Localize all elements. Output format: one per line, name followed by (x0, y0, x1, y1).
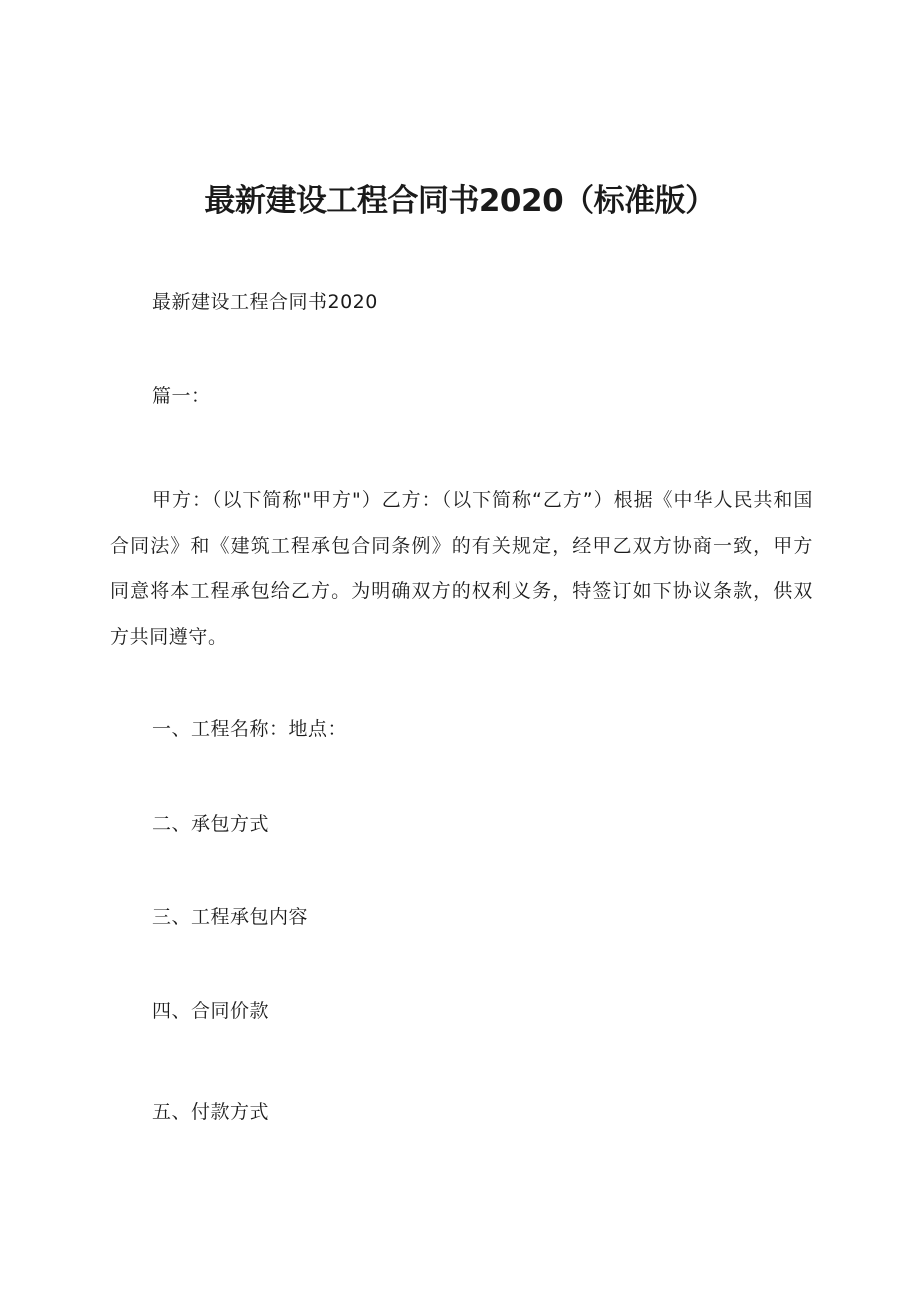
intro-paragraph: 甲方：（以下简称"甲方"）乙方：（以下简称“乙方”）根据《中华人民共和国合同法》和《建筑工程承包合同条例》的有关规定，经甲乙双方协商一致，甲方同意将本工程承包给乙方。为明确双方的权利义务，特签订如下协议条款，供双方共同遵守。 (110, 489, 813, 648)
clause-contract-price: 四、合同价款 (152, 1000, 270, 1022)
document-title: 最新建设工程合同书2020（标准版） (204, 183, 716, 219)
clause-contract-content: 三、工程承包内容 (152, 906, 309, 928)
document-subtitle: 最新建设工程合同书2020 (152, 291, 378, 313)
clause-project-name: 一、工程名称：地点： (152, 718, 348, 740)
clause-payment-method: 五、付款方式 (152, 1101, 270, 1123)
clause-contract-mode: 二、承包方式 (152, 813, 270, 835)
section-label: 篇一： (152, 385, 211, 407)
